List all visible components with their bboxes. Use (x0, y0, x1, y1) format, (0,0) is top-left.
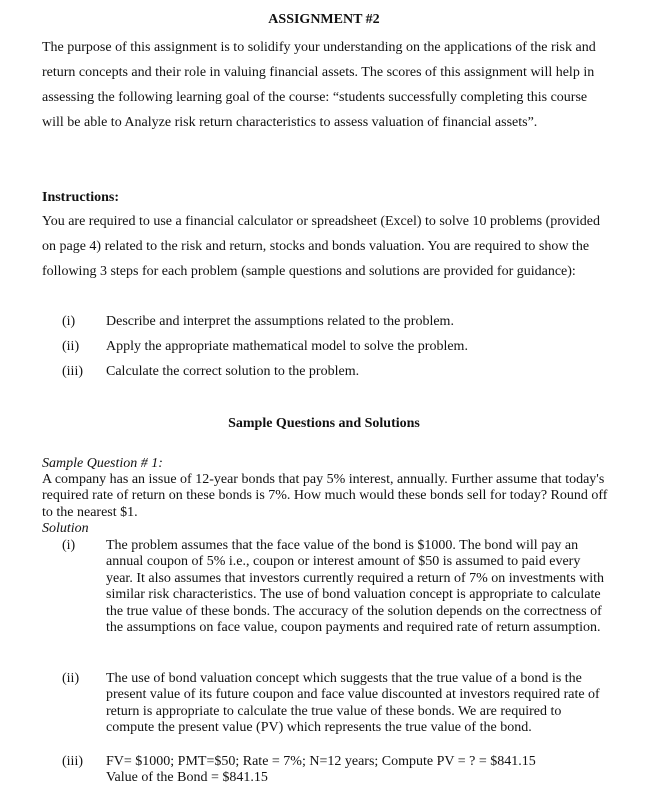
list-item-number: (iii) (62, 364, 83, 379)
bond-value-line: Value of the Bond = $841.15 (106, 770, 268, 786)
list-item-text: Calculate the correct solution to the problem. (106, 364, 360, 379)
solution-step-text (106, 754, 608, 787)
calculation-line: FV= $1000; PMT=$50; Rate = 7%; N=12 years; Compute PV = ? = $841.15 (106, 754, 536, 769)
list-item-number: (i) (62, 314, 76, 329)
list-item-number: (ii) (62, 339, 80, 354)
question-label: Sample Question # 1: (42, 456, 163, 471)
assignment-title: ASSIGNMENT #2 (268, 12, 380, 27)
solution-step-text: The use of bond valuation concept which suggests that the true value of a bond is the present value of its future coupon and face value discounted at investors required rate of return is appropriate to calculate the true value of these bonds. We are required to compute the present value (PV) which represents the true value of the bond. (106, 671, 600, 736)
solution-step-number: (i) (62, 538, 76, 553)
instructions-paragraph: You are required to use a financial calculator or spreadsheet (Excel) to solve 10 problems (provided on page 4) related to the risk and return, stocks and bonds valuation. You are required to show the following 3 steps for each problem (sample questions and solutions are provided for guidance): (42, 214, 600, 279)
solution-step (62, 754, 608, 787)
intro-paragraph: The purpose of this assignment is to solidify your understanding on the applications of the risk and return concepts and their role in valuing financial assets. The scores of this assignment will help in assessing the following learning goal of the course: “students successfully completing this course will be able to Analyze risk return characteristics to assess valuation of financial assets”. (42, 40, 596, 130)
solution-step-text: The problem assumes that the face value of the bond is $1000. The bond will pay an annual coupon of 5% i.e., coupon or interest amount of $50 is assumed to paid every year. It also assumes that investors currently required a return of 7% on investments with similar risk characteristics. The use of bond valuation concept is appropriate to calculate the true value of these bonds. The accuracy of the solution depends on the correctness of the assumptions on face value, coupon payments and required rate of return assumption. (106, 538, 605, 636)
solution-step-number: (ii) (62, 671, 80, 686)
question-text: A company has an issue of 12-year bonds that pay 5% interest, annually. Further assume that today's required rate of return on these bonds is 7%. How much would these bonds sell for today? Round off to the nearest $1. (42, 472, 608, 520)
solution-label: Solution (42, 521, 89, 536)
list-item (62, 359, 622, 384)
list-item (62, 334, 622, 359)
list-item-text: Apply the appropriate mathematical model to solve the problem. (106, 339, 468, 354)
sample-section-heading: Sample Questions and Solutions (228, 416, 420, 431)
solution-step (62, 538, 608, 636)
list-item (62, 309, 622, 334)
steps-list (62, 309, 622, 384)
instructions-heading: Instructions: (42, 190, 120, 205)
solution-step-number: (iii) (62, 754, 83, 769)
solution-step (62, 671, 608, 737)
list-item-text: Describe and interpret the assumptions related to the problem. (106, 314, 454, 329)
